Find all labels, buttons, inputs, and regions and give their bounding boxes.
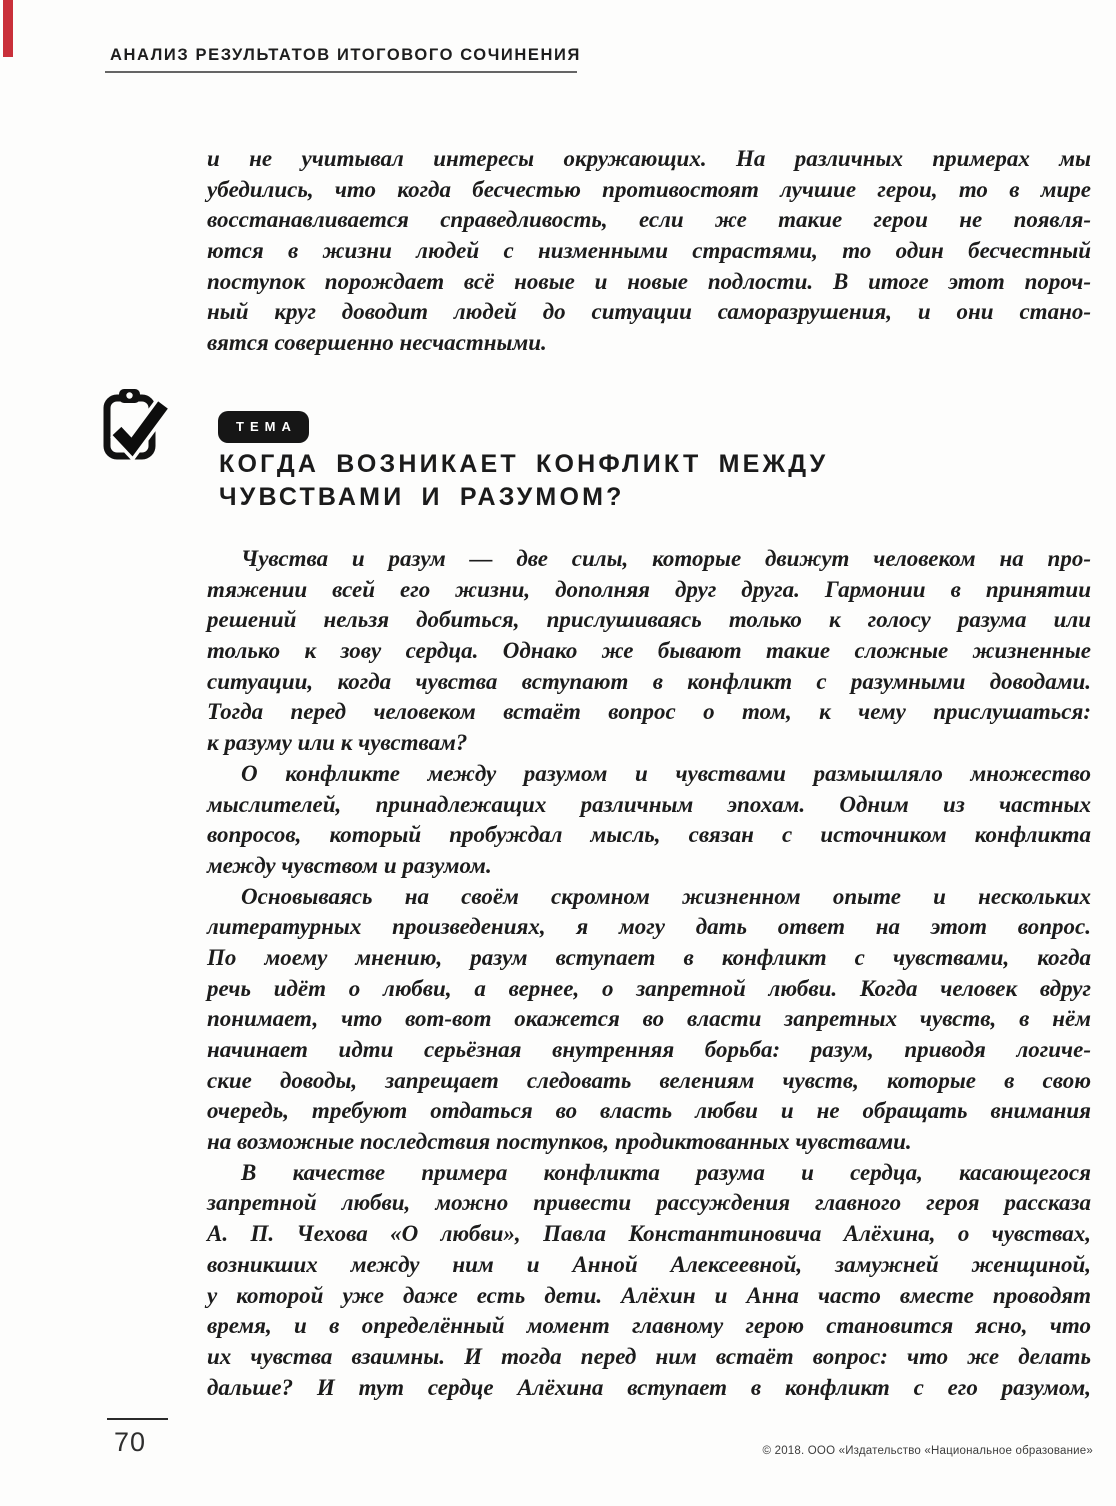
essay-line: понимает, что вот-вот окажется во власти запретных чувств, в нём [207, 1006, 1091, 1032]
running-head-rule [105, 71, 577, 73]
footer-rule [107, 1418, 168, 1420]
page-number: 70 [114, 1427, 147, 1457]
essay-line: О конфликте между разумом и чувствами размышляло множество [241, 760, 1091, 786]
essay-line: только к зову сердца. Однако же бывают такие сложные жизненные [207, 638, 1091, 664]
essay-line: запретной любви, можно привести рассуждения главного героя рассказа [207, 1190, 1091, 1216]
page-edge-red-mark [3, 0, 13, 57]
topic-title-line: ЧУВСТВАМИ И РАЗУМОМ? [219, 483, 625, 511]
essay-line: речь идёт о любви, а вернее, о запретной любви. Когда человек вдруг [207, 975, 1091, 1001]
essay-line: дальше? И тут сердце Алёхина вступает в конфликт с его разумом, [207, 1374, 1091, 1400]
essay-line: поступок порождает всё новые и новые подлости. В итоге этот пороч- [207, 268, 1091, 294]
clipboard-check-icon [100, 386, 170, 464]
essay-line: литературных произведениях, я могу дать ответ на этот вопрос. [207, 914, 1091, 940]
running-head: АНАЛИЗ РЕЗУЛЬТАТОВ ИТОГОВОГО СОЧИНЕНИЯ [110, 46, 581, 64]
essay-line: ный круг доводит людей до ситуации саморазрушения, и они стано- [207, 299, 1091, 325]
essay-line: ются в жизни людей с низменными страстями, то один бесчестный [207, 238, 1091, 264]
essay-body [207, 544, 1091, 1403]
essay-line: Тогда перед человеком встаёт вопрос о том, к чему прислушаться: [207, 699, 1091, 725]
essay-line: ские доводы, запрещает следовать велениям чувств, которые в свою [207, 1067, 1091, 1093]
essay-continuation-paragraph [207, 144, 1091, 359]
essay-line: А. П. Чехова «О любви», Павла Константиновича Алёхина, о чувствах, [207, 1221, 1091, 1247]
essay-line: между чувством и разумом. [207, 852, 492, 878]
essay-line: и не учитывал интересы окружающих. На различных примерах мы [207, 146, 1091, 171]
essay-line: тяжении всей его жизни, дополняя друг друга. Гармонии в принятии [207, 576, 1091, 602]
essay-line: Основываясь на своём скромном жизненном опыте и нескольких [241, 883, 1091, 909]
essay-line: очередь, требуют отдаться во власть любви и не обращать внимания [207, 1098, 1091, 1124]
essay-line: В качестве примера конфликта разума и сердца, касающегося [241, 1159, 1091, 1185]
essay-line: По моему мнению, разум вступает в конфликт с чувствами, когда [207, 944, 1091, 970]
essay-line: ситуации, когда чувства вступают в конфликт с разумными доводами. [207, 668, 1091, 694]
essay-line: время, и в определённый момент главному герою становится ясно, что [207, 1313, 1091, 1339]
essay-line: вопросов, который пробуждал мысль, связан с источником конфликта [207, 822, 1091, 848]
copyright-notice: © 2018. ООО «Издательство «Национальное образование» [762, 1445, 1093, 1457]
essay-line: решений нельзя добиться, прислушиваясь только к голосу разума или [207, 607, 1091, 633]
topic-title-line: КОГДА ВОЗНИКАЕТ КОНФЛИКТ МЕЖДУ [219, 450, 829, 478]
essay-line: мыслителей, принадлежащих различным эпохам. Одним из частных [207, 791, 1091, 817]
essay-line: у которой уже даже есть дети. Алёхин и Анна часто вместе проводят [207, 1282, 1091, 1308]
essay-line: начинает идти серьёзная внутренняя борьба: разум, приводя логиче- [207, 1037, 1091, 1062]
topic-badge: ТЕМА [218, 411, 309, 443]
essay-line: восстанавливается справедливость, если же такие герои не появля- [207, 207, 1091, 233]
essay-line: вятся совершенно несчастными. [207, 330, 547, 356]
essay-line: возникших между ним и Анной Алексеевной, замужней женщиной, [207, 1251, 1091, 1277]
essay-line: к разуму или к чувствам? [207, 730, 468, 756]
essay-line: убедились, что когда бесчестью противостоят лучшие герои, то в мире [207, 176, 1091, 202]
essay-line: на возможные последствия поступков, продиктованных чувствами. [207, 1129, 912, 1155]
topic-title [219, 448, 979, 514]
essay-line: Чувства и разум — две силы, которые движут человеком на про- [241, 546, 1091, 571]
essay-line: их чувства взаимны. И тогда перед ним встаёт вопрос: что же делать [207, 1343, 1091, 1369]
